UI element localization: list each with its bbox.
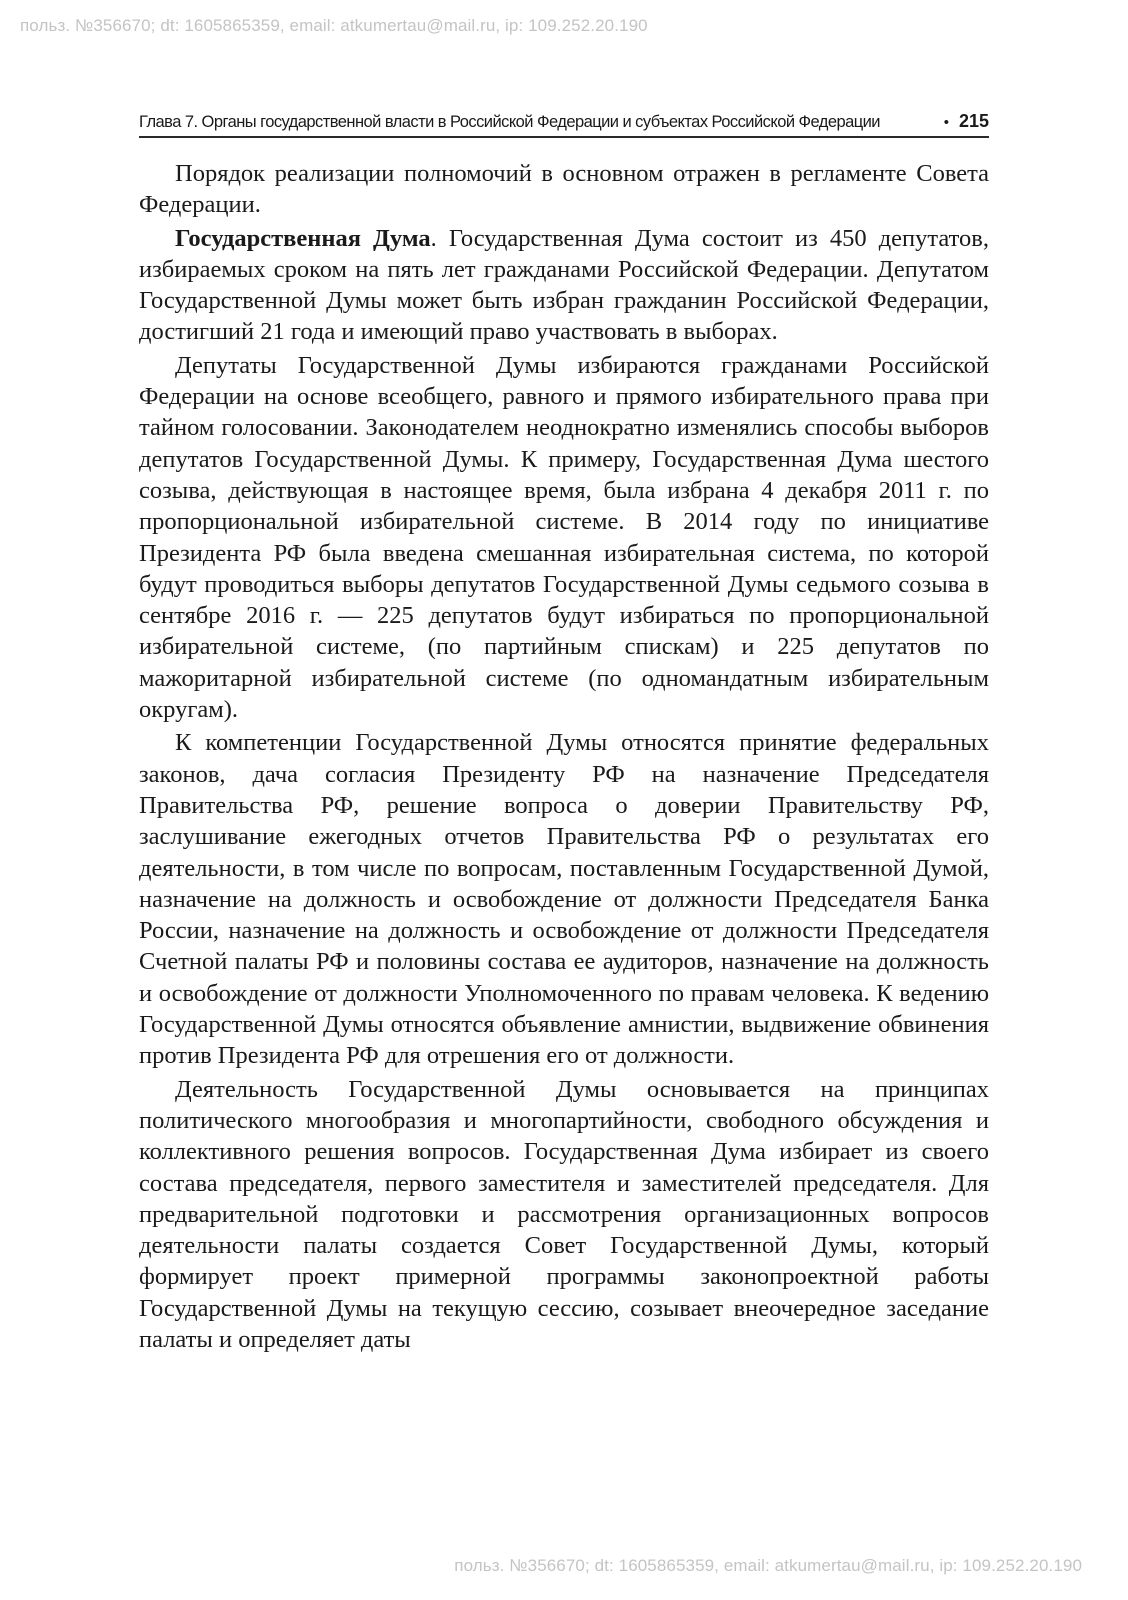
page-body bbox=[139, 158, 989, 1355]
bullet-separator: • bbox=[943, 114, 949, 131]
paragraph-1: Порядок реализации полномочий в основном отражен в регламенте Совета Федерации. bbox=[139, 160, 989, 219]
paragraph-4: К компетенции Государственной Думы относятся принятие федеральных законов, дача согласия Президенту РФ на назначение Председателя Правительства РФ, решение вопроса о доверии Правительству РФ, заслушивание ежегодных отчетов Правительства РФ о результатах его деятельности, в том числе по вопросам, поставленным Государственной Думой, назначение на должность и освобождение от должности Председателя Банка России, назначение на должность и освобождение от должности Председателя Счетной палаты РФ и половины состава ее аудиторов, назначение на должность и освобождение от должности Уполномоченного по правам человека. К ведению Государственной Думы относятся объявление амнистии, выдвижение обвинения против Президента РФ для отрешения его от должности. bbox=[139, 729, 989, 1070]
chapter-title: Глава 7. Органы государственной власти в Российской Федерации и субъектах Российской Федерации bbox=[139, 113, 880, 131]
paragraph-5: Деятельность Государственной Думы основывается на принципах политического многообразия и многопартийности, свободного обсуждения и коллективного решения вопросов. Государственная Дума избирает из своего состава председателя, первого заместителя и заместителей председателя. Для предварительной подготовки и рассмотрения организационных вопросов деятельности палаты создается Совет Государственной Думы, который формирует проект примерной программы законопроектной работы Государственной Думы на текущую сессию, созывает внеочередное заседание палаты и определяет даты bbox=[139, 1075, 989, 1353]
running-header bbox=[139, 108, 989, 138]
header-right bbox=[944, 111, 989, 132]
watermark-top: польз. №356670; dt: 1605865359, email: atkumertau@mail.ru, ip: 109.252.20.190 bbox=[20, 16, 648, 35]
paragraph-3: Депутаты Государственной Думы избираются гражданами Российской Федерации на основе всеобщего, равного и прямого избирательного права при тайном голосовании. Законодателем неоднократно изменялись способы выборов депутатов Государственной Думы. К примеру, Государственная Дума шестого созыва, действующая в настоящее время, была избрана 4 декабря 2011 г. по пропорциональной избирательной системе. В 2014 году по инициативе Президента РФ была введена смешанная избирательная система, по которой будут проводиться выборы депутатов Государственной Думы седьмого созыва в сентябре 2016 г. — 225 депутатов будут избираться по пропорциональной избирательной системе, (по партийным спискам) и 225 депутатов по мажоритарной избирательной системе (по одномандатным избирательным округам). bbox=[139, 351, 989, 724]
page-number: 215 bbox=[958, 111, 989, 131]
term-state-duma: Государственная Дума bbox=[175, 224, 431, 252]
watermark-bottom: польз. №356670; dt: 1605865359, email: atkumertau@mail.ru, ip: 109.252.20.190 bbox=[454, 1556, 1082, 1575]
paragraph-2 bbox=[139, 223, 989, 348]
paragraph-2-text: . Государственная Дума состоит из 450 депутатов, избираемых сроком на пять лет гражданами Российской Федерации. Депутатом Государственной Думы может быть избран гражданин Российской Федерации, достигший 21 года и имеющий право участвовать в выборах. bbox=[139, 224, 989, 346]
